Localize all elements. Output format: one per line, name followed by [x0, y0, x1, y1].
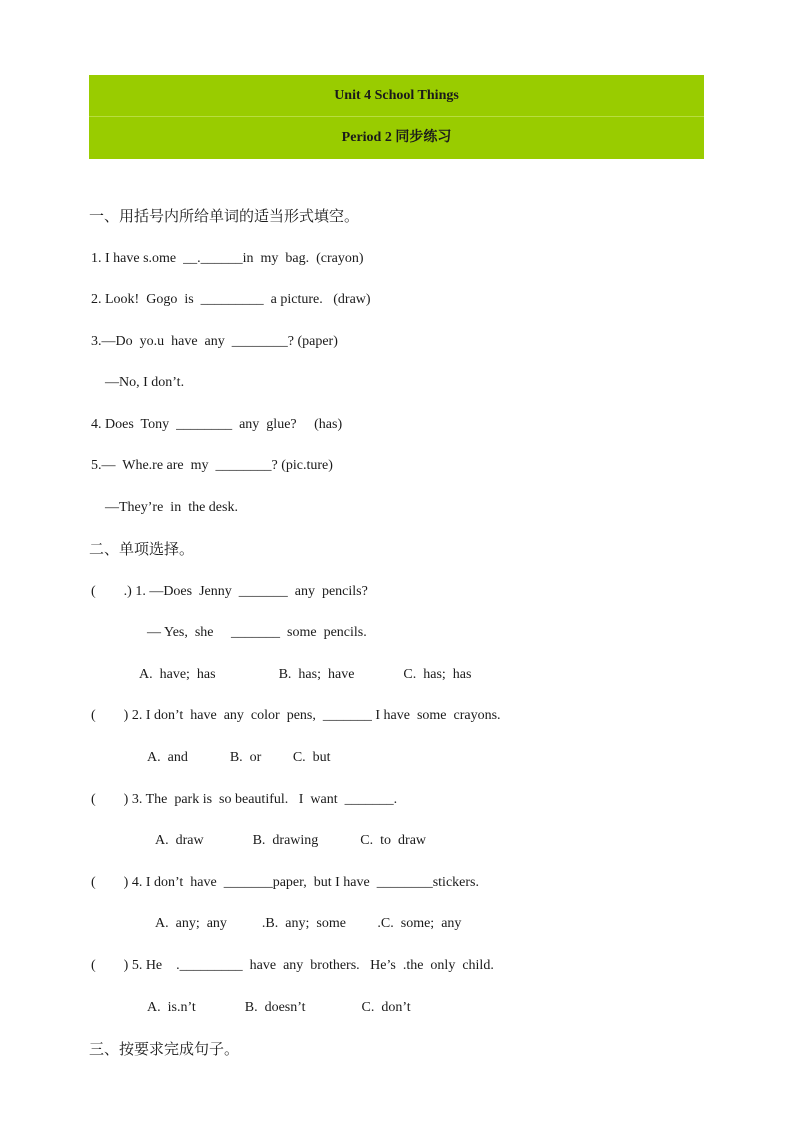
section-2-heading: 二、单项选择。 [89, 540, 195, 558]
title-banner [89, 75, 704, 159]
choice-q1-reply: — Yes, she _______ some pencils. [147, 625, 367, 640]
question-1-1: 1. I have s.ome __.______in my bag. (crayon) [91, 251, 364, 266]
choice-q3-options: A. draw B. drawing C. to draw [155, 833, 427, 848]
choice-q5: ( ) 5. He ._________ have any brothers. He’s .the only child. [91, 958, 494, 973]
section-1-heading: 一、用括号内所给单词的适当形式填空。 [89, 207, 360, 225]
choice-q4: ( ) 4. I don’t have _______paper, but I have ________stickers. [91, 875, 479, 890]
unit-title: Unit 4 School Things [334, 88, 459, 103]
question-1-3: 3.—Do yo.u have any ________? (paper) [91, 334, 338, 349]
question-1-3-answer: —No, I don’t. [91, 375, 185, 390]
choice-q1: ( .) 1. —Does Jenny _______ any pencils? [91, 584, 368, 599]
question-1-2: 2. Look! Gogo is _________ a picture. (draw) [91, 292, 371, 307]
question-1-5: 5.— Whe.re are my ________? (pic.ture) [91, 458, 333, 473]
period-title: Period 2 同步练习 [89, 116, 704, 158]
choice-q3: ( ) 3. The park is so beautiful. I want _______. [91, 792, 398, 807]
section-3-heading: 三、按要求完成句子。 [89, 1040, 240, 1058]
choice-q4-options: A. any; any .B. any; some .C. some; any [155, 916, 462, 931]
choice-q2: ( ) 2. I don’t have any color pens, _______ I have some crayons. [91, 708, 501, 723]
question-1-5-answer: —They’re in the desk. [91, 500, 238, 515]
question-1-4: 4. Does Tony ________ any glue? (has) [91, 417, 343, 432]
choice-q2-options: A. and B. or C. but [147, 750, 331, 765]
choice-q1-options: A. have; has B. has; have C. has; has [139, 667, 472, 682]
choice-q5-options: A. is.n’t B. doesn’t C. don’t [147, 1000, 411, 1015]
